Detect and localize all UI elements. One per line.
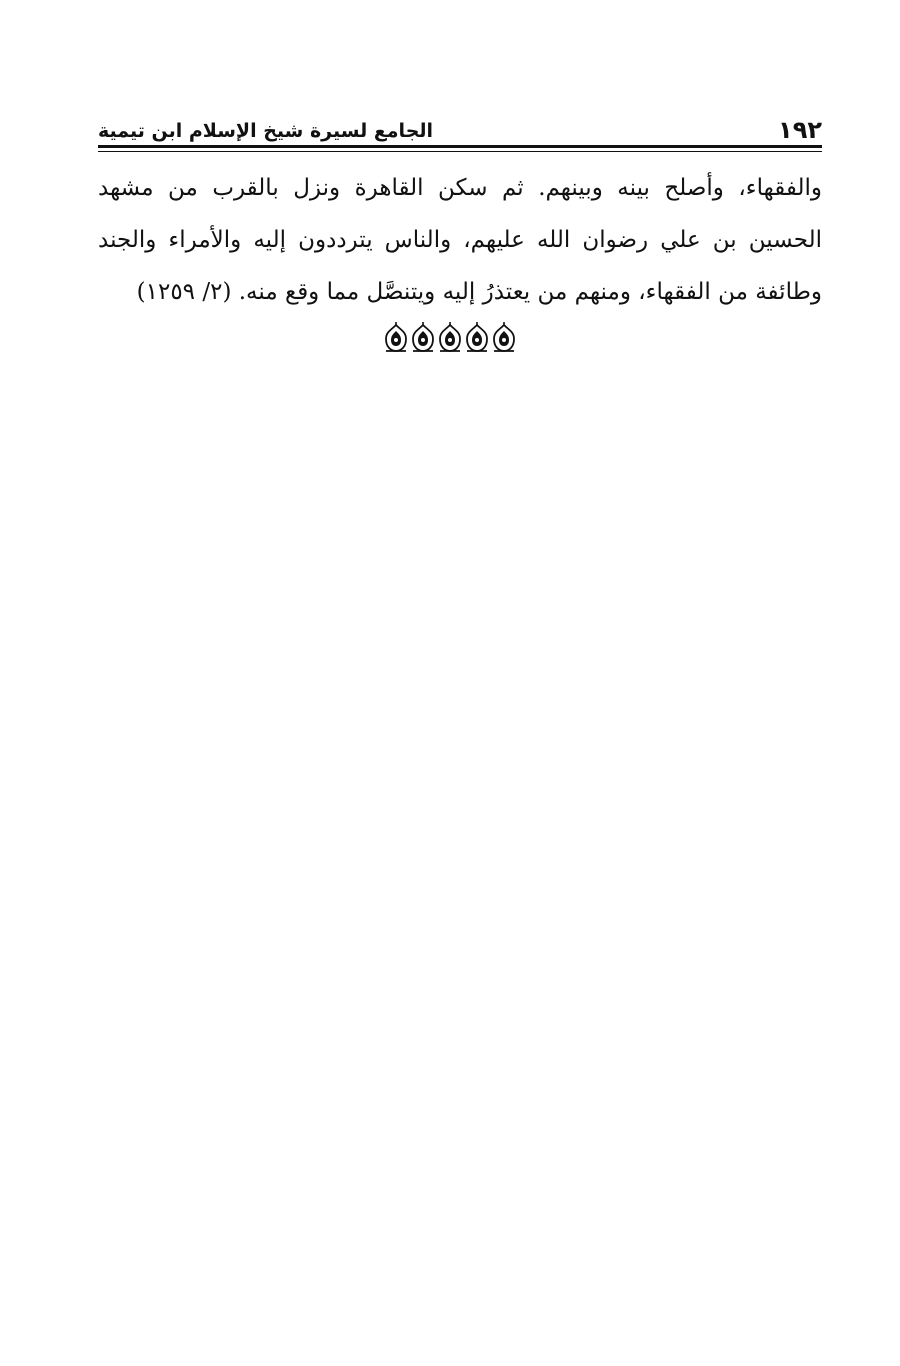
page-number: ١٩٢ — [778, 116, 822, 144]
floral-ornament-icon — [386, 322, 406, 351]
floral-ornament-icon — [467, 322, 487, 351]
book-title: الجامع لسيرة شيخ الإسلام ابن تيمية — [98, 120, 434, 142]
header-rule-thick — [98, 145, 822, 148]
section-separator — [380, 320, 520, 356]
text-line-3: وطائفة من الفقهاء، ومنهم من يعتذرُ إليه ويتنصَّل مما وقع منه. (٢/ ١٢٥٩) — [136, 279, 822, 305]
text-line-1: والفقهاء، وأصلح بينه وبينهم. ثم سكن القاهرة ونزل بالقرب من مشهد — [98, 175, 822, 201]
floral-ornament-icon — [440, 322, 460, 351]
floral-ornament-icon — [413, 322, 433, 351]
header-rule-thin — [98, 151, 822, 152]
floral-ornament-icon — [494, 322, 514, 351]
text-line-2: الحسين بن علي رضوان الله عليهم، والناس يترددون إليه والأمراء والجند — [98, 227, 822, 253]
running-header — [98, 108, 822, 144]
body-paragraph — [98, 162, 822, 318]
